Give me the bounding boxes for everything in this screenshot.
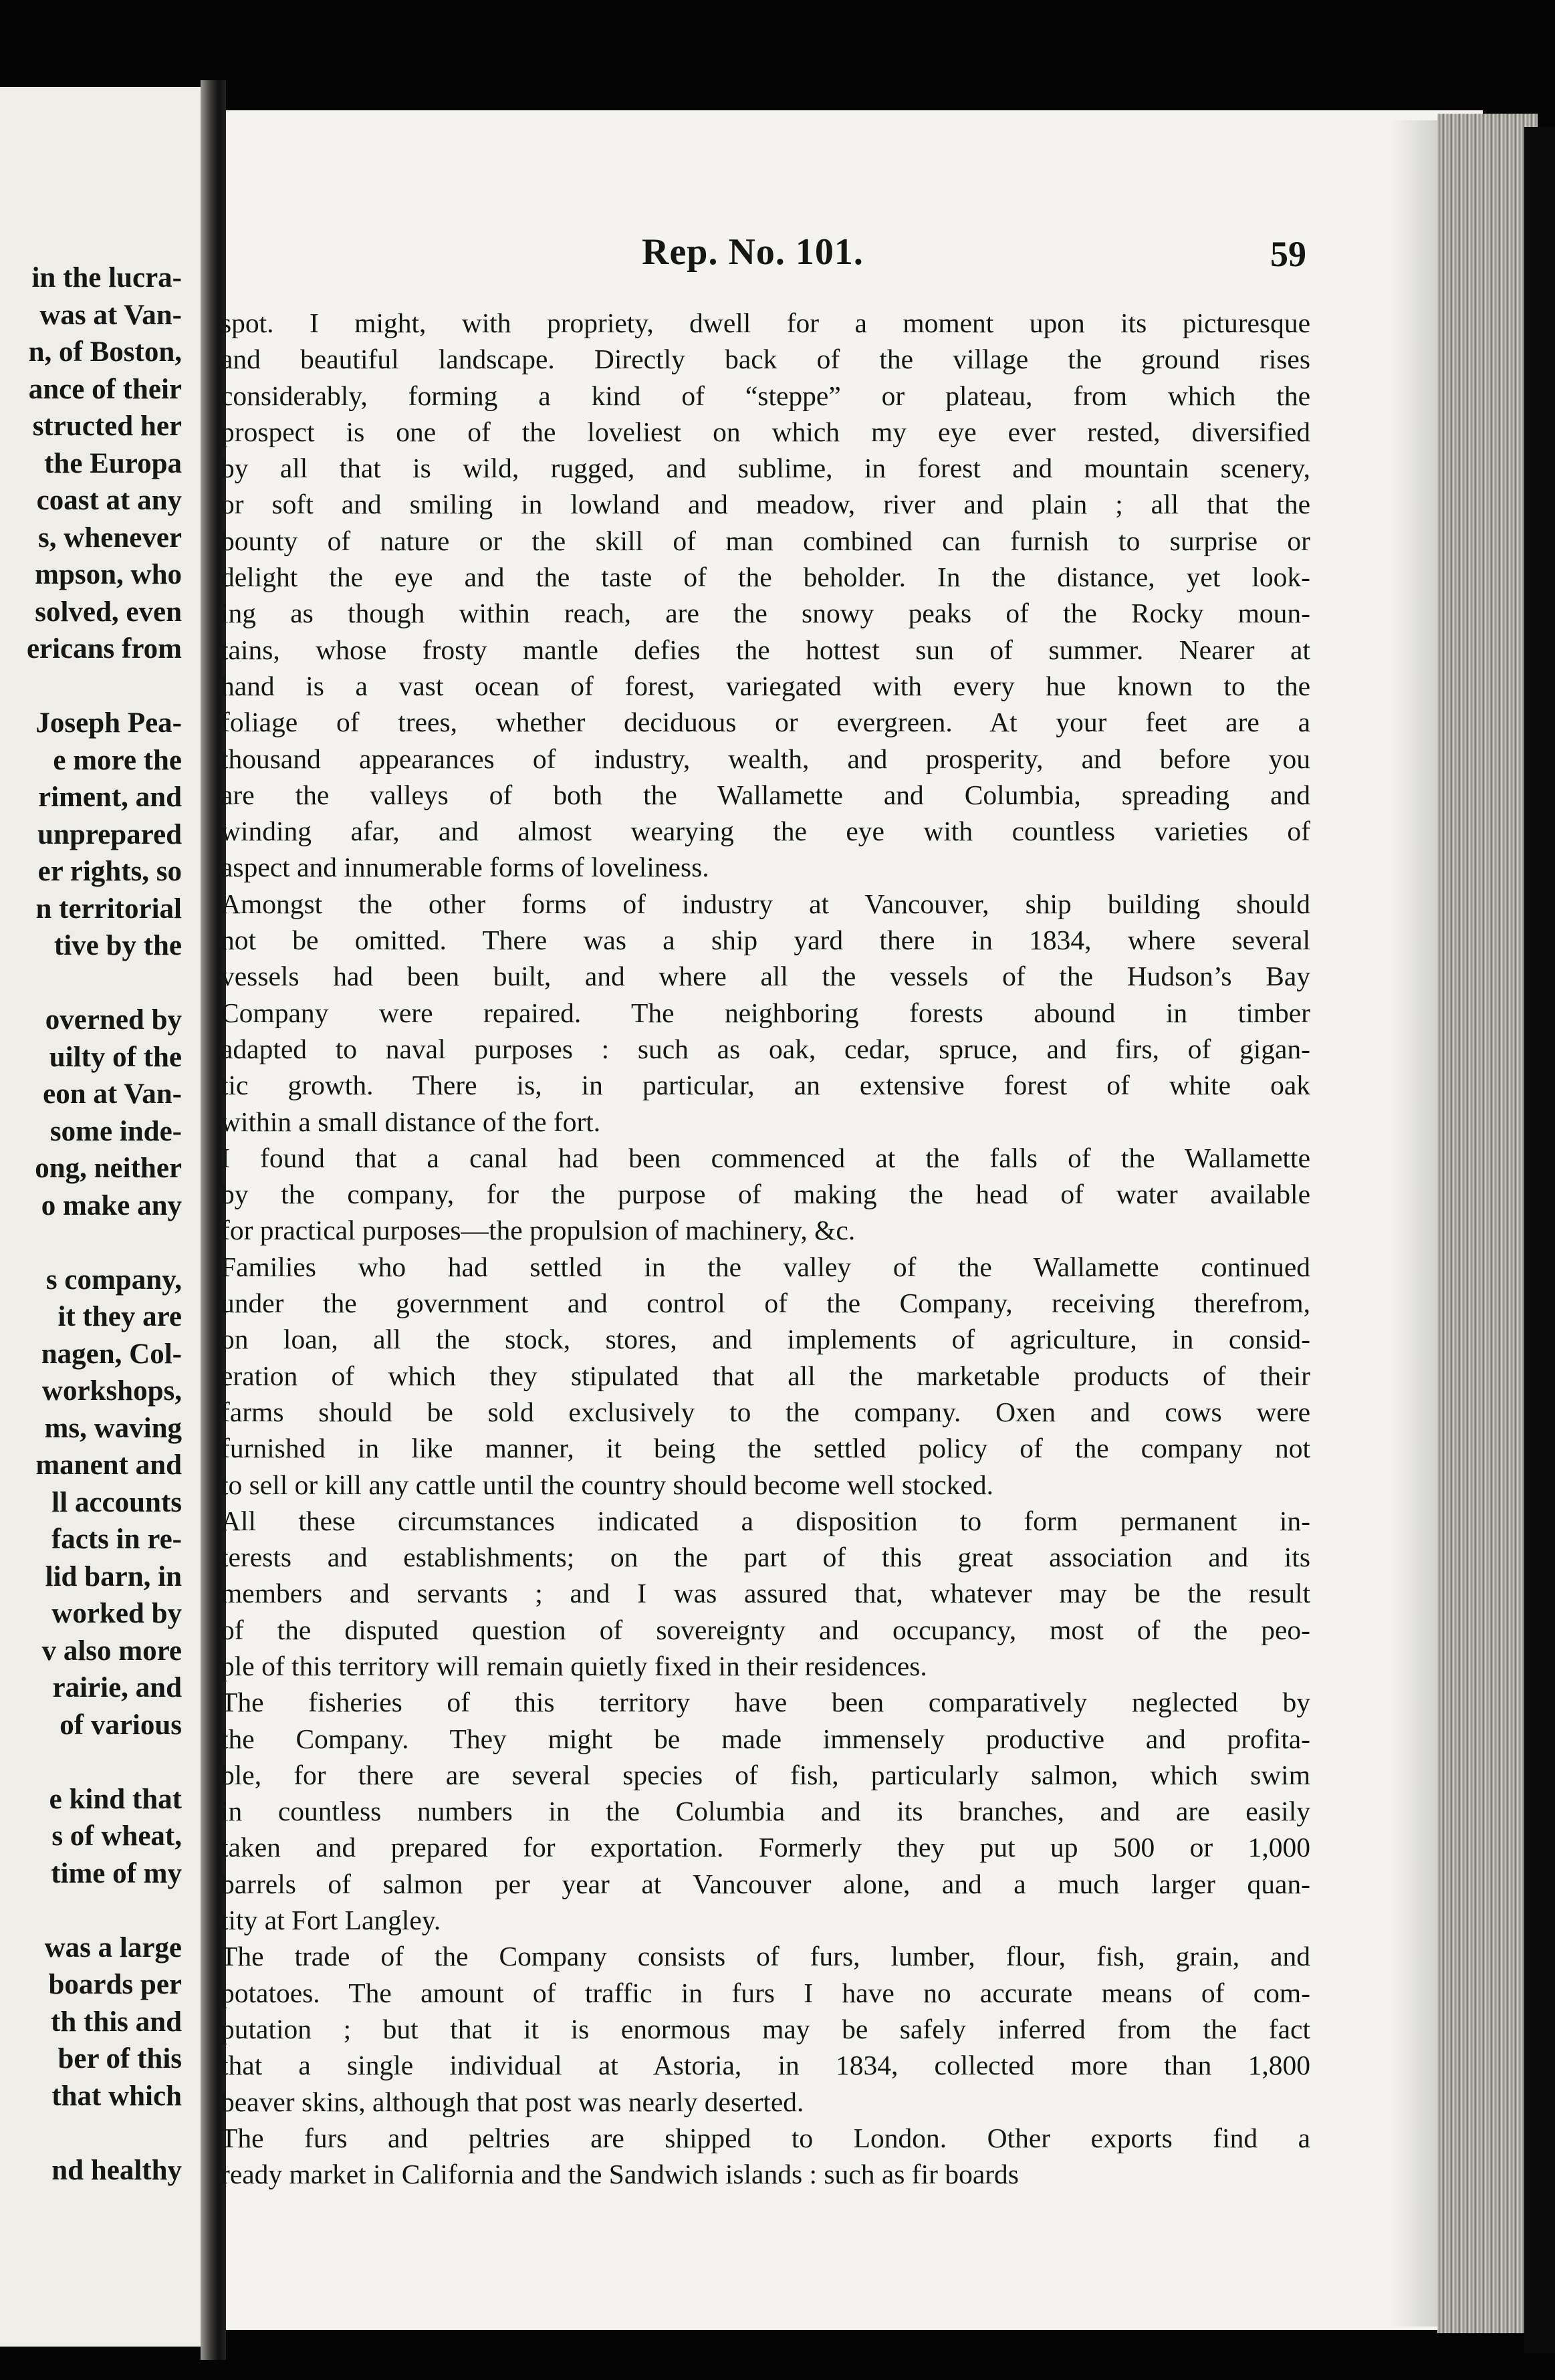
previous-page-line: solved, even bbox=[35, 596, 182, 628]
text-line: or soft and smiling in lowland and meadow, river and plain ; all that the bbox=[221, 489, 1310, 520]
text-line: ready market in California and the Sandwich islands : such as fir boards bbox=[221, 2159, 1019, 2190]
text-line: not be omitted. There was a ship yard there in 1834, where several bbox=[221, 925, 1310, 956]
previous-page-line: s company, bbox=[45, 1264, 182, 1296]
text-line: on loan, all the stock, stores, and implements of agriculture, in consid- bbox=[221, 1324, 1310, 1355]
paragraph bbox=[221, 886, 1310, 1140]
text-line: and beautiful landscape. Directly back of the village the ground rises bbox=[221, 344, 1310, 375]
text-line: to sell or kill any cattle until the country should become well stocked. bbox=[221, 1469, 993, 1500]
paragraph bbox=[221, 1938, 1310, 2119]
text-line: delight the eye and the taste of the beholder. In the distance, yet look- bbox=[221, 562, 1310, 593]
previous-page-line: overned by bbox=[45, 1004, 182, 1036]
text-line: winding afar, and almost wearying the eye with countless varieties of bbox=[221, 816, 1310, 847]
text-line: The furs and peltries are shipped to London. Other exports find a bbox=[221, 2122, 1310, 2153]
previous-page-line: in the lucra- bbox=[31, 262, 182, 293]
text-line: ple of this territory will remain quietly fixed in their residences. bbox=[221, 1650, 927, 1681]
text-line: The trade of the Company consists of furs, lumber, flour, fish, grain, and bbox=[221, 1941, 1310, 1972]
text-line: vessels had been built, and where all the vessels of the Hudson’s Bay bbox=[221, 961, 1310, 992]
text-line: spot. I might, with propriety, dwell for a moment upon its picturesque bbox=[221, 308, 1310, 338]
text-line: prospect is one of the loveliest on which my eye ever rested, diversified bbox=[221, 416, 1310, 447]
text-line: are the valleys of both the Wallamette and Columbia, spreading and bbox=[221, 779, 1310, 810]
previous-page-line: th this and bbox=[51, 2006, 182, 2038]
text-line: the Company. They might be made immensely productive and profita- bbox=[221, 1723, 1310, 1754]
previous-page-line bbox=[0, 2115, 182, 2152]
text-line: ing as though within reach, are the snowy peaks of the Rocky moun- bbox=[221, 598, 1310, 629]
previous-page-line: structed her bbox=[32, 410, 182, 442]
previous-page-line: boards per bbox=[48, 1969, 182, 2000]
paragraph bbox=[221, 1503, 1310, 1684]
text-line: potatoes. The amount of traffic in furs I have no accurate means of com- bbox=[221, 1977, 1310, 2008]
text-line: All these circumstances indicated a disposition to form permanent in- bbox=[221, 1505, 1310, 1536]
previous-page-line: tive by the bbox=[53, 930, 182, 961]
page-body-text bbox=[221, 305, 1310, 2192]
previous-page-line: facts in re- bbox=[51, 1524, 182, 1555]
previous-page-line: riment, and bbox=[38, 782, 182, 813]
text-line: considerably, forming a kind of “steppe” or plateau, from which the bbox=[221, 380, 1310, 411]
text-line: under the government and control of the Company, receiving therefrom, bbox=[221, 1288, 1310, 1319]
previous-page-line: ericans from bbox=[26, 633, 182, 665]
text-line: aspect and innumerable forms of loveliness. bbox=[221, 852, 709, 883]
previous-page-line: o make any bbox=[41, 1189, 182, 1221]
previous-page-line: ll accounts bbox=[51, 1486, 182, 1518]
previous-page-line bbox=[0, 1224, 182, 1262]
previous-page-line: nd healthy bbox=[51, 2154, 182, 2186]
previous-page-line: manent and bbox=[35, 1449, 182, 1481]
paragraph bbox=[221, 1140, 1310, 1249]
text-line: foliage of trees, whether deciduous or evergreen. At your feet are a bbox=[221, 707, 1310, 738]
text-line: by all that is wild, rugged, and sublime, in forest and mountain scenery, bbox=[221, 453, 1310, 484]
text-line: eration of which they stipulated that all the marketable products of their bbox=[221, 1360, 1310, 1391]
previous-page-line: the Europa bbox=[44, 447, 182, 479]
paragraph bbox=[221, 2120, 1310, 2193]
page-number: 59 bbox=[1270, 234, 1306, 274]
text-line: of the disputed question of sovereignty and occupancy, most of the peo- bbox=[221, 1614, 1310, 1645]
text-line: adapted to naval purposes : such as oak, cedar, spruce, and firs, of gigan- bbox=[221, 1033, 1310, 1064]
previous-page-line: n territorial bbox=[35, 892, 182, 925]
text-line: that a single individual at Astoria, in 1834, collected more than 1,800 bbox=[221, 2050, 1310, 2081]
text-line: tity at Fort Langley. bbox=[221, 1905, 441, 1936]
text-line: hand is a vast ocean of forest, variegated with every hue known to the bbox=[221, 670, 1310, 701]
previous-page-line: rairie, and bbox=[52, 1672, 182, 1703]
text-line: thousand appearances of industry, wealth, and prosperity, and before you bbox=[221, 743, 1310, 774]
text-line: taken and prepared for exportation. Formerly they put up 500 or 1,000 bbox=[221, 1832, 1310, 1863]
text-line: in countless numbers in the Columbia and its branches, and are easily bbox=[221, 1796, 1310, 1827]
previous-page-line: ong, neither bbox=[35, 1153, 182, 1184]
previous-page-line: some inde- bbox=[49, 1115, 182, 1147]
text-line: I found that a canal had been commenced at the falls of the Wallamette bbox=[221, 1142, 1310, 1173]
previous-page-line: eon at Van- bbox=[43, 1078, 182, 1110]
text-line: Families who had settled in the valley of the Wallamette continued bbox=[221, 1251, 1310, 1282]
previous-page-line: time of my bbox=[51, 1857, 182, 1889]
text-line: by the company, for the purpose of making the head of water available bbox=[221, 1179, 1310, 1210]
previous-page-line: nagen, Col- bbox=[41, 1338, 182, 1370]
text-line: terests and establishments; on the part of this great association and its bbox=[221, 1542, 1310, 1573]
running-head: Rep. No. 101. bbox=[642, 231, 864, 273]
previous-page-line: ber of this bbox=[57, 2043, 182, 2074]
text-line: bounty of nature or the skill of man combined can furnish to surprise or bbox=[221, 525, 1310, 556]
scan-border bbox=[1524, 127, 1555, 2353]
previous-page-line bbox=[0, 965, 182, 1002]
previous-page-line: v also more bbox=[41, 1635, 182, 1667]
text-line: beaver skins, although that post was nearly deserted. bbox=[221, 2086, 804, 2117]
paragraph bbox=[221, 305, 1310, 886]
previous-page-line: was at Van- bbox=[39, 299, 182, 331]
page-header bbox=[0, 231, 1555, 277]
text-line: within a small distance of the fort. bbox=[221, 1106, 601, 1137]
previous-page-line: worked by bbox=[51, 1598, 182, 1629]
previous-page-line bbox=[0, 668, 182, 705]
previous-page-line: was a large bbox=[44, 1931, 182, 1964]
previous-page-text bbox=[0, 259, 182, 2189]
text-line: tic growth. There is, in particular, an extensive forest of white oak bbox=[221, 1070, 1310, 1101]
text-line: Company were repaired. The neighboring forests abound in timber bbox=[221, 997, 1310, 1028]
text-line: farms should be sold exclusively to the company. Oxen and cows were bbox=[221, 1396, 1310, 1427]
text-line: ble, for there are several species of fish, particularly salmon, which swim bbox=[221, 1759, 1310, 1790]
text-line: tains, whose frosty mantle defies the hottest sun of summer. Nearer at bbox=[221, 634, 1310, 665]
previous-page-line: Joseph Pea- bbox=[35, 707, 182, 739]
previous-page-line: uilty of the bbox=[49, 1041, 182, 1073]
previous-page-line: lid barn, in bbox=[45, 1560, 182, 1592]
previous-page-line: e kind that bbox=[49, 1783, 182, 1815]
text-line: for practical purposes—the propulsion of machinery, &c. bbox=[221, 1215, 856, 1246]
previous-page-line: n, of Boston, bbox=[28, 336, 182, 368]
previous-page-line: it they are bbox=[57, 1301, 182, 1332]
previous-page-line: unprepared bbox=[37, 818, 182, 850]
text-line: The fisheries of this territory have been comparatively neglected by bbox=[221, 1687, 1310, 1718]
text-line: members and servants ; and I was assured that, whatever may be the result bbox=[221, 1578, 1310, 1609]
text-line: barrels of salmon per year at Vancouver alone, and a much larger quan- bbox=[221, 1868, 1310, 1899]
previous-page-line: that which bbox=[51, 2080, 182, 2112]
previous-page-line: e more the bbox=[53, 744, 182, 776]
previous-page-line: workshops, bbox=[41, 1375, 182, 1407]
page-edges bbox=[1437, 114, 1538, 2333]
previous-page-line: ance of their bbox=[28, 373, 182, 405]
text-line: furnished in like manner, it being the settled policy of the company not bbox=[221, 1433, 1310, 1464]
text-line: putation ; but that it is enormous may be safely inferred from the fact bbox=[221, 2013, 1310, 2044]
previous-page-line: mpson, who bbox=[35, 559, 182, 590]
previous-page-line: ms, waving bbox=[44, 1412, 182, 1444]
previous-page-line: of various bbox=[59, 1709, 182, 1741]
previous-page-line: er rights, so bbox=[37, 856, 182, 887]
text-line: Amongst the other forms of industry at Vancouver, ship building should bbox=[221, 888, 1310, 919]
paragraph bbox=[221, 1684, 1310, 1938]
previous-page-line: s, whenever bbox=[38, 521, 182, 554]
previous-page-line: coast at any bbox=[36, 485, 182, 516]
previous-page-line bbox=[0, 1744, 182, 1781]
previous-page-line: s of wheat, bbox=[51, 1820, 182, 1852]
previous-page-line bbox=[0, 1892, 182, 1929]
paragraph bbox=[221, 1249, 1310, 1503]
previous-page-fragment bbox=[0, 87, 201, 2347]
